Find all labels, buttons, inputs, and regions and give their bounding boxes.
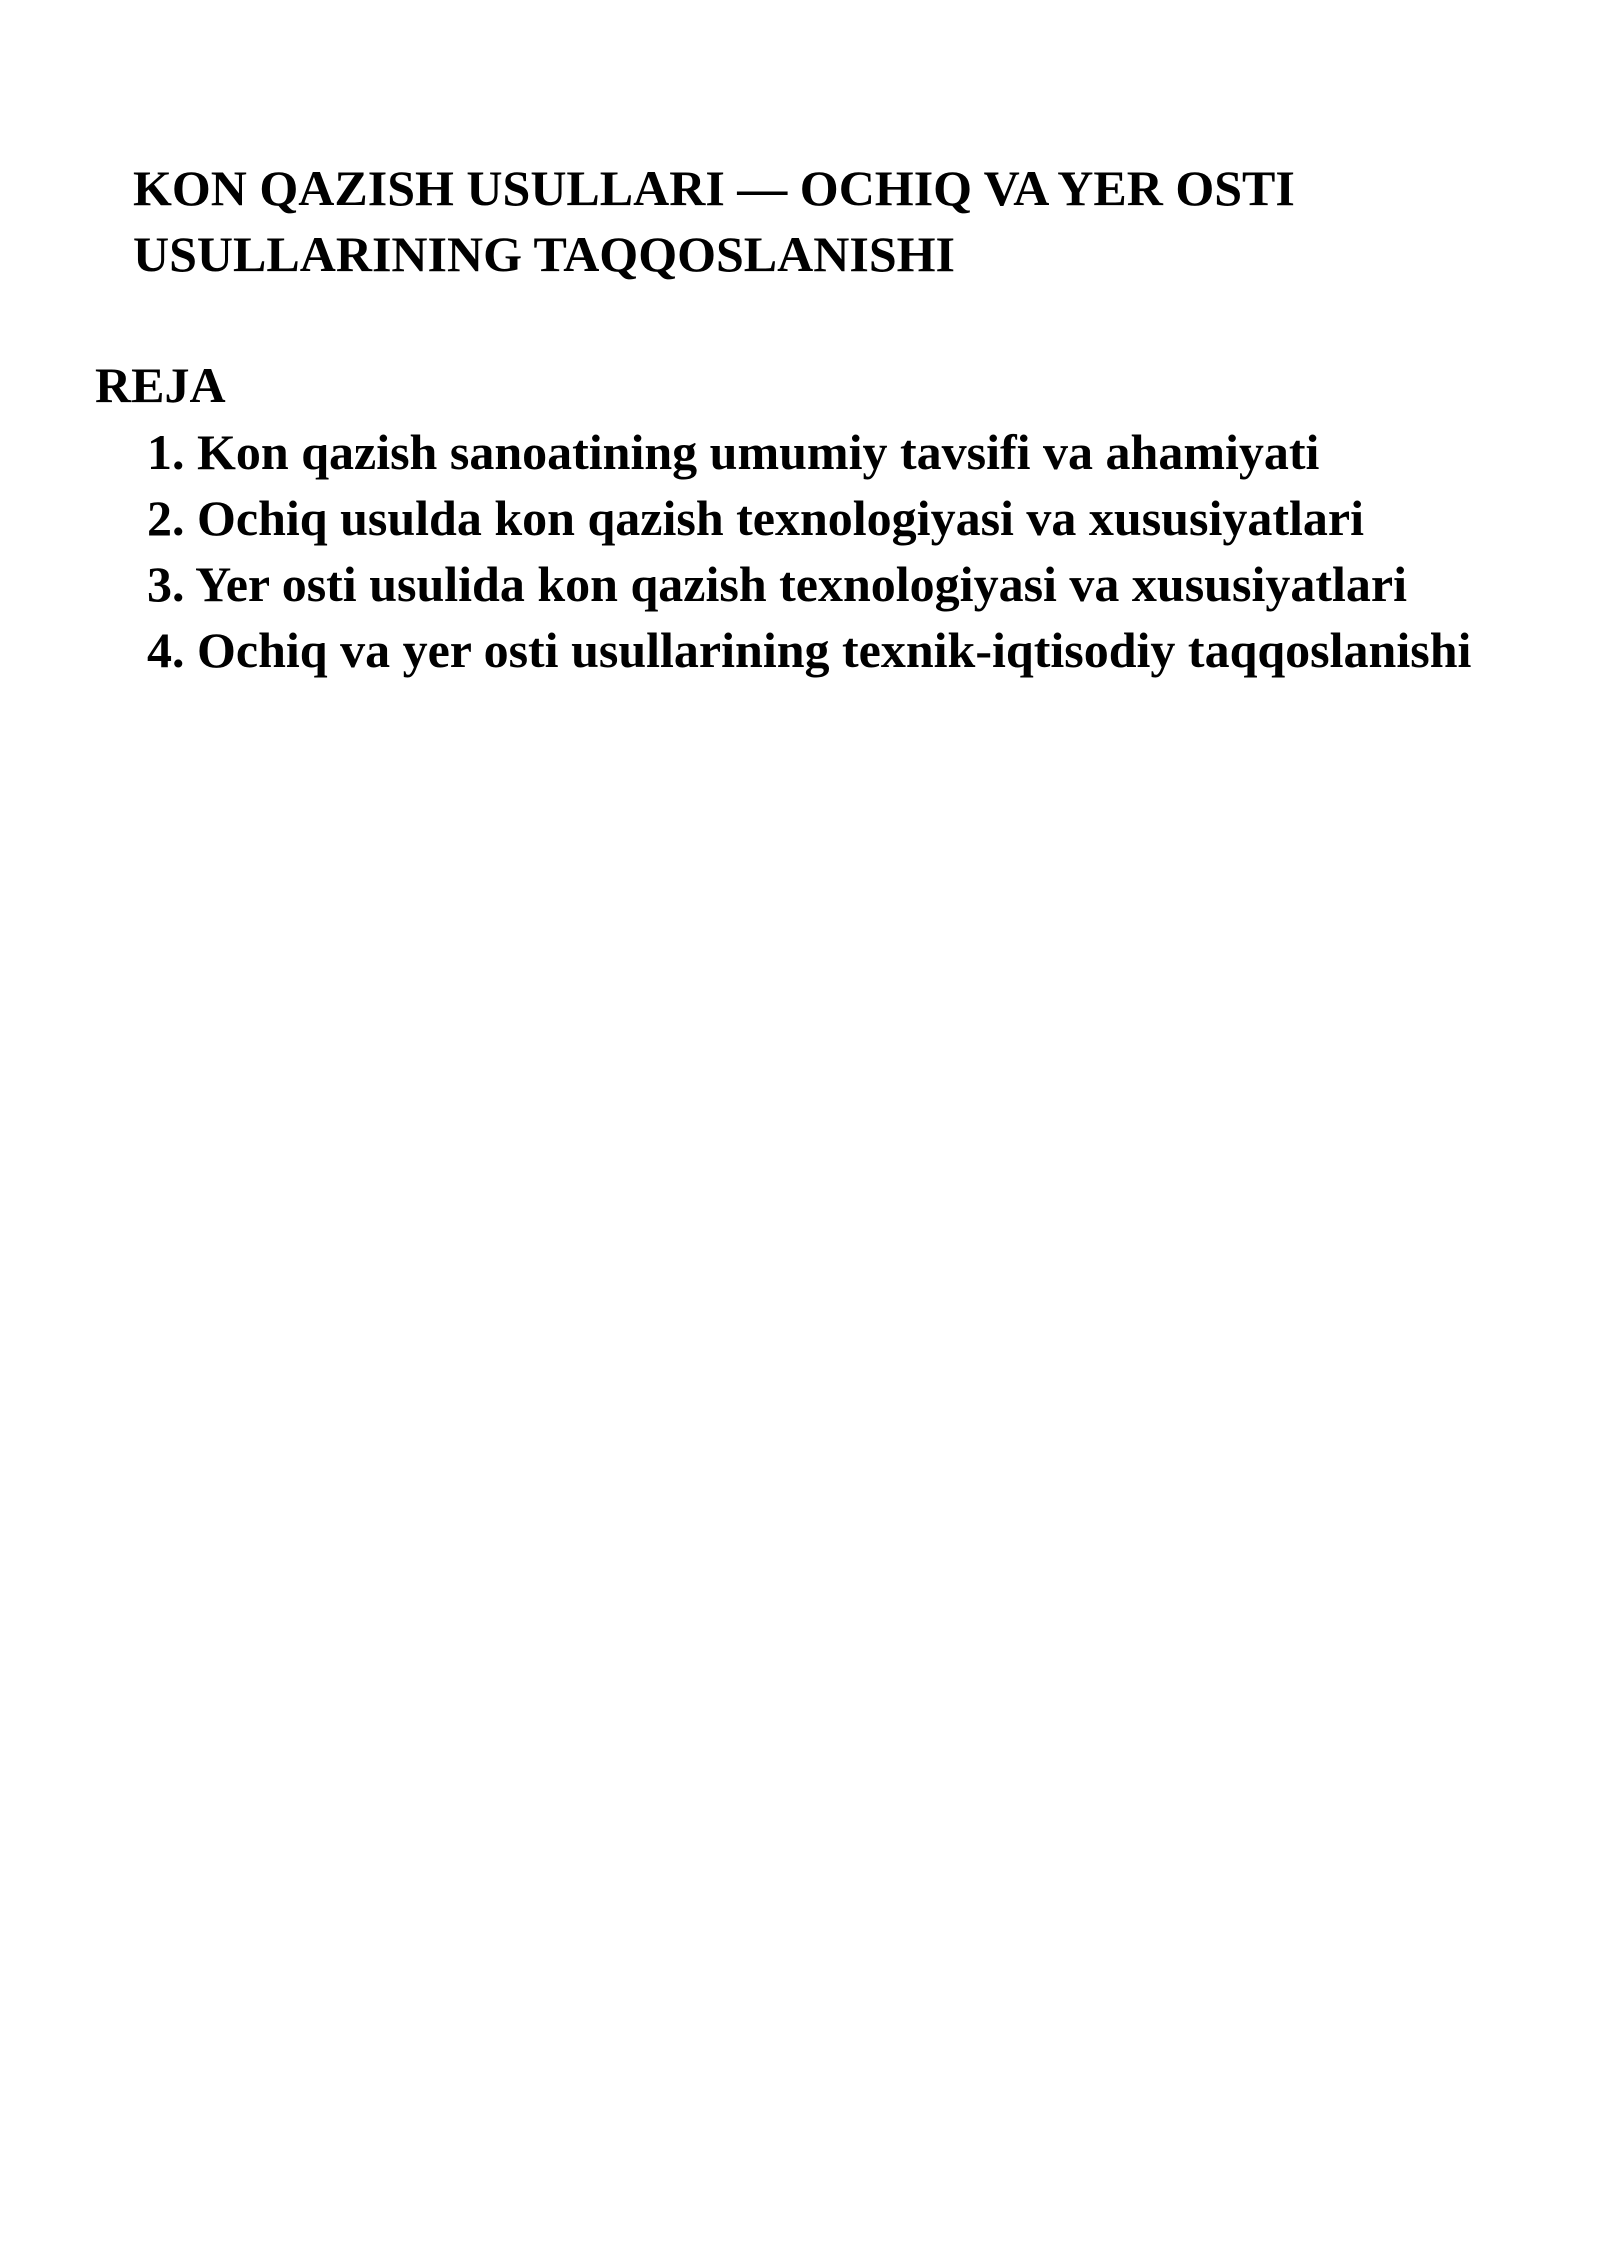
plan-item-4: 4. Ochiq va yer osti usullarining texnik-iqtisodiy taqqoslanishi [147,622,1472,678]
plan-item-3: 3. Yer osti usulida kon qazish texnologiyasi va xususiyatlari [147,556,1407,612]
document-title: KON QAZISH USULLARI — OCHIQ VA YER OSTI USULLARINING TAQQOSLANISHI [133,160,1295,282]
plan-item-2: 2. Ochiq usulda kon qazish texnologiyasi va xususiyatlari [147,490,1364,546]
plan-list [133,419,1573,683]
plan-item-1: 1. Kon qazish sanoatining umumiy tavsifi va ahamiyati [147,424,1320,480]
plan-heading: REJA [95,357,226,413]
